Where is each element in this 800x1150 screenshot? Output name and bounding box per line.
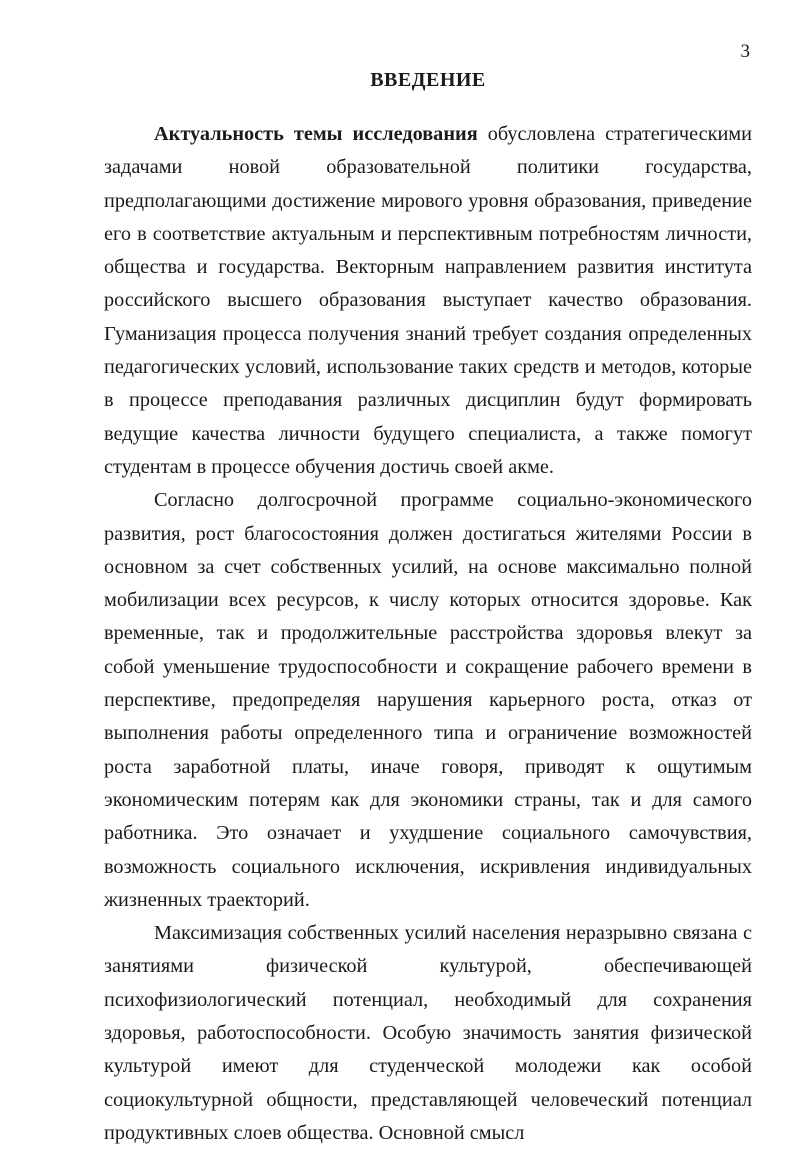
section-heading: ВВЕДЕНИЕ — [370, 69, 486, 91]
paragraph — [104, 118, 752, 484]
paragraph-text: Максимизация собственных усилий населения неразрывно связана с занятиями физической культурой, обеспечивающей психофизиологический потенциал, необходимый для сохранения здоровья, работоспособности. Особую значимость занятия физической культурой имеют для студенческой молодежи как особой социокультурной общности, представляющей человеческий потенциал продуктивных слоев общества. Основной смысл — [104, 922, 752, 1144]
paragraph — [104, 484, 752, 917]
paragraph-text: Согласно долгосрочной программе социально-экономического развития, рост благосостояния должен достигаться жителями России в основном за счет собственных усилий, на основе максимально полной мобилизации всех ресурсов, к числу которых относится здоровье. Как временные, так и продолжительные расстройства здоровья влекут за собой уменьшение трудоспособности и сокращение рабочего времени в перспективе, предопределяя нарушения карьерного роста, отказ от выполнения работы определенного типа и ограничение возможностей роста заработной платы, иначе говоря, приводят к ощутимым экономическим потерям как для экономики страны, так и для самого работника. Это означает и ухудшение социального самочувствия, возможность социального исключения, искривления индивидуальных жизненных траекторий. — [104, 489, 752, 911]
paragraph-lead: Актуальность темы исследования — [154, 123, 478, 145]
page-number: 3 — [740, 41, 750, 62]
paragraph-text: обусловлена стратегическими задачами новой образовательной политики государства, предполагающими достижение мирового уровня образования, приведение его в соответствие актуальным и перспективным потребностям личности, общества и государства. Векторным направлением развития института российского высшего образования выступает качество образования. Гуманизация процесса получения знаний требует создания определенных педагогических условий, использование таких средств и методов, которые в процессе преподавания различных дисциплин будут формировать ведущие качества личности будущего специалиста, а также помогут студентам в процессе обучения достичь своей акме. — [104, 123, 752, 478]
paragraph — [104, 917, 752, 1150]
body-text — [104, 118, 752, 1150]
